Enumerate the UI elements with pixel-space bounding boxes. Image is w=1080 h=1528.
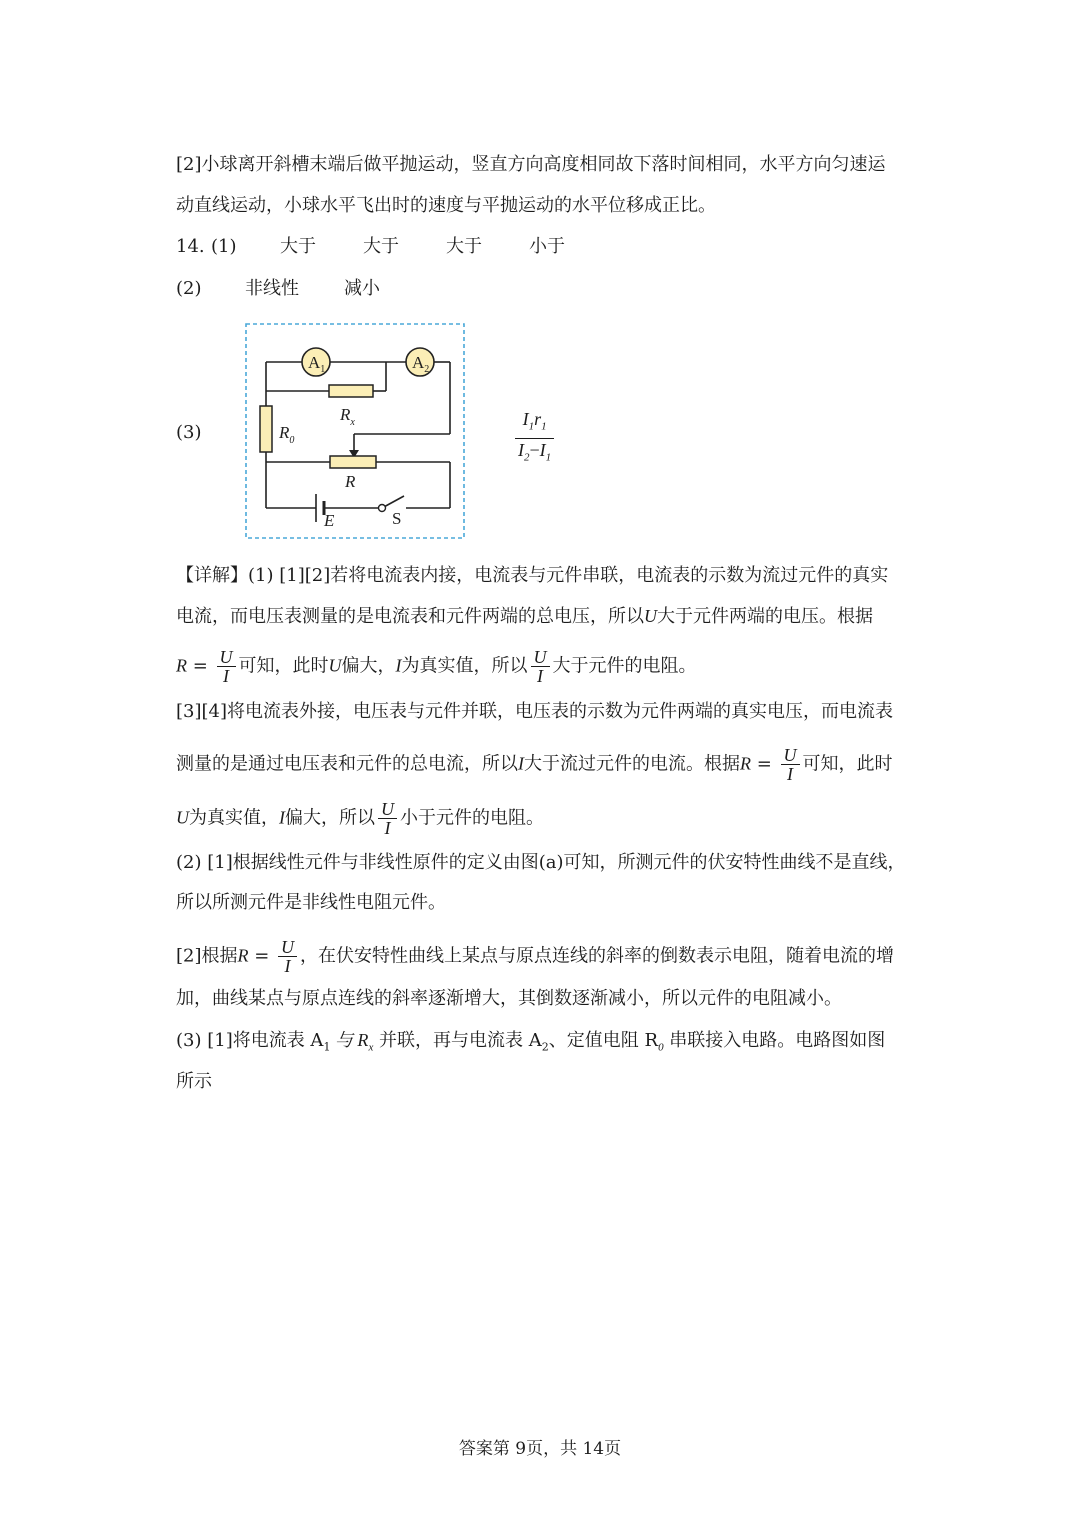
detail-line: (3) [1]将电流表 $A_1$ 与 $R_x$ 并联，再与电流表 $A_2$、定值电阻 $R_0$ 串联接入电路。电路图如图 xyxy=(176,1030,886,1054)
answer-formula: $\frac{I_1r_1}{I_2-I_1}$ xyxy=(515,408,554,468)
part-label: (3) xyxy=(176,422,202,443)
detail-line: 加，曲线某点与原点连线的斜率逐渐增大，其倒数逐渐减小，所以元件的电阻减小。 xyxy=(176,988,842,1009)
page-footer: 答案第 9页，共 14页 xyxy=(458,1439,622,1459)
detail-line: [3][4]将电流表外接，电压表与元件并联，电压表的示数为元件两端的真实电压，而电流表 xyxy=(176,701,893,722)
answer-blank: 大于 xyxy=(363,236,399,257)
fraction-u-over-i: $\frac{U}{I}$ xyxy=(278,938,297,975)
detail-line: 【详解】(1) [1][2]若将电流表内接，电流表与元件串联，电流表的示数为流过元件的真实 xyxy=(176,565,889,586)
answer-blank: 大于 xyxy=(280,236,316,257)
part-label: (2) xyxy=(176,278,202,299)
rx-label: $R_x$ xyxy=(340,405,355,428)
detail-line: [2]根据R = $\frac{U}{I}$ ，在伏安特性曲线上某点与原点连线的斜率的倒数表示电阻，随着电流的增 xyxy=(176,937,895,976)
fraction-u-over-i: $\frac{U}{I}$ xyxy=(531,648,550,685)
resistor-rx xyxy=(329,385,373,397)
answer-blank: 减小 xyxy=(344,278,380,299)
detail-line: (2) [1]根据线性元件与非线性原件的定义由图(a)可知，所测元件的伏安特性曲线不是直线， xyxy=(176,852,906,873)
r0-label: $R_0$ xyxy=(279,423,295,446)
detail-line: R = $\frac{U}{I}$ 可知，此时U偏大，I为真实值，所以 $\frac{U}{I}$ 大于元件的电阻。 xyxy=(176,647,697,686)
paragraph-line: [2]小球离开斜槽末端后做平抛运动，竖直方向高度相同故下落时间相同，水平方向匀速运 xyxy=(176,154,886,175)
answer-blank: 小于 xyxy=(529,236,565,257)
answer-blank: 非线性 xyxy=(245,278,299,299)
detail-line: 电流，而电压表测量的是电流表和元件两端的总电压，所以U大于元件两端的电压。根据 xyxy=(176,606,873,627)
detail-line: U为真实值，I偏大，所以 $\frac{U}{I}$ 小于元件的电阻。 xyxy=(176,799,544,838)
question-number: 14. xyxy=(176,236,205,257)
detail-line: 所以所测元件是非线性电阻元件。 xyxy=(176,892,446,913)
fraction-u-over-i: $\frac{U}{I}$ xyxy=(781,746,800,783)
fraction-u-over-i: $\frac{U}{I}$ xyxy=(378,800,397,837)
fraction-u-over-i: $\frac{U}{I}$ xyxy=(217,648,236,685)
answer-blank: 大于 xyxy=(446,236,482,257)
s-label: S xyxy=(392,509,402,528)
paragraph-line: 动直线运动，小球水平飞出时的速度与平抛运动的水平位移成正比。 xyxy=(176,195,716,216)
detail-line: 所示 xyxy=(176,1071,212,1092)
resistor-r0 xyxy=(260,406,272,452)
detail-line: 测量的是通过电压表和元件的总电流，所以I大于流过元件的电流。根据R = $\frac{U}{I}$ 可知，此时 xyxy=(176,745,893,784)
e-label: E xyxy=(324,511,335,530)
circuit-diagram xyxy=(244,322,468,542)
rheostat-r xyxy=(330,456,376,468)
a2-label: $A_2$ xyxy=(412,353,430,375)
a1-label: $A_1$ xyxy=(308,353,326,375)
switch-contact xyxy=(379,505,386,512)
r-label: R xyxy=(345,472,356,491)
part-label: (1) xyxy=(211,236,237,257)
